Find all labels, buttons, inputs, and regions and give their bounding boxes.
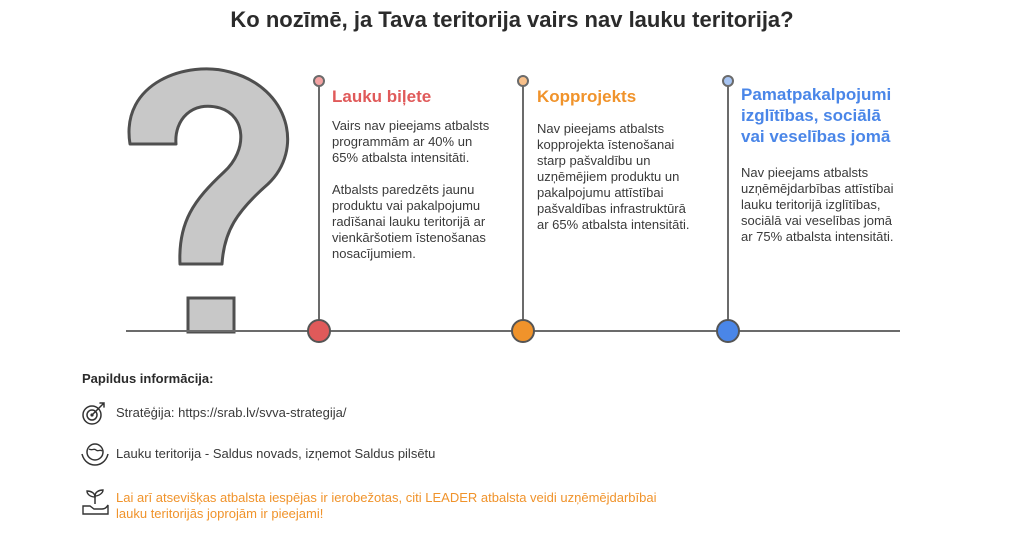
timeline-marker-1: [307, 319, 331, 343]
target-icon: [80, 399, 110, 427]
timeline-pin-top-2: [517, 75, 529, 87]
column-heading-1: Lauku biļete: [332, 87, 432, 106]
plant-hand-icon: [80, 488, 110, 516]
globe-hands-icon: [80, 440, 110, 468]
column-heading-2: Kopprojekts: [537, 87, 637, 106]
timeline-stem-1: [318, 86, 320, 322]
info-text-strategy[interactable]: Stratēģija: https://srab.lv/svva-strategija/: [116, 405, 347, 420]
timeline-stem-2: [522, 86, 524, 322]
page-title: Ko nozīmē, ja Tava teritorija vairs nav lauku teritorija?: [230, 7, 794, 32]
column-text-2: Nav pieejams atbalsts kopprojekta īstenošanai starp pašvaldību un uzņēmējiem produktu un pakalpojumu attīstībai pašvaldības infrastruktūrā ar 65% atbalsta intensitāti.: [537, 121, 690, 232]
info-title: Papildus informācija:: [82, 371, 214, 386]
column-text-3: Nav pieejams atbalsts uzņēmējdarbības attīstībai lauku teritorijā izglītības, sociālā vai veselības jomā ar 75% atbalsta intensitāti.: [741, 165, 894, 244]
timeline-marker-3: [716, 319, 740, 343]
column-text-1: Vairs nav pieejams atbalsts programmām ar 40% un 65% atbalsta intensitāti. Atbalsts paredzēts jaunu produktu vai pakalpojumu radīšanai lauku teritorijā ar vienkāršotiem īstenošanas nosacījumiem.: [332, 118, 490, 261]
info-text-territory: Lauku teritorija - Saldus novads, izņemot Saldus pilsētu: [116, 446, 436, 461]
question-mark-icon: [108, 62, 308, 334]
timeline-stem-3: [727, 86, 729, 322]
column-heading-3: Pamatpakalpojumi izglītības, sociālā vai veselības jomā: [741, 85, 892, 146]
info-item-territory: [80, 440, 435, 468]
timeline-pin-top-3: [722, 75, 734, 87]
info-item-leader: [80, 488, 657, 522]
timeline-pin-top-1: [313, 75, 325, 87]
timeline-marker-2: [511, 319, 535, 343]
info-text-leader: Lai arī atsevišķas atbalsta iespējas ir ierobežotas, citi LEADER atbalsta veidi uzņēmējdarbībai lauku teritorijās joprojām ir pieejami!: [116, 490, 657, 521]
info-item-strategy: [80, 399, 346, 427]
